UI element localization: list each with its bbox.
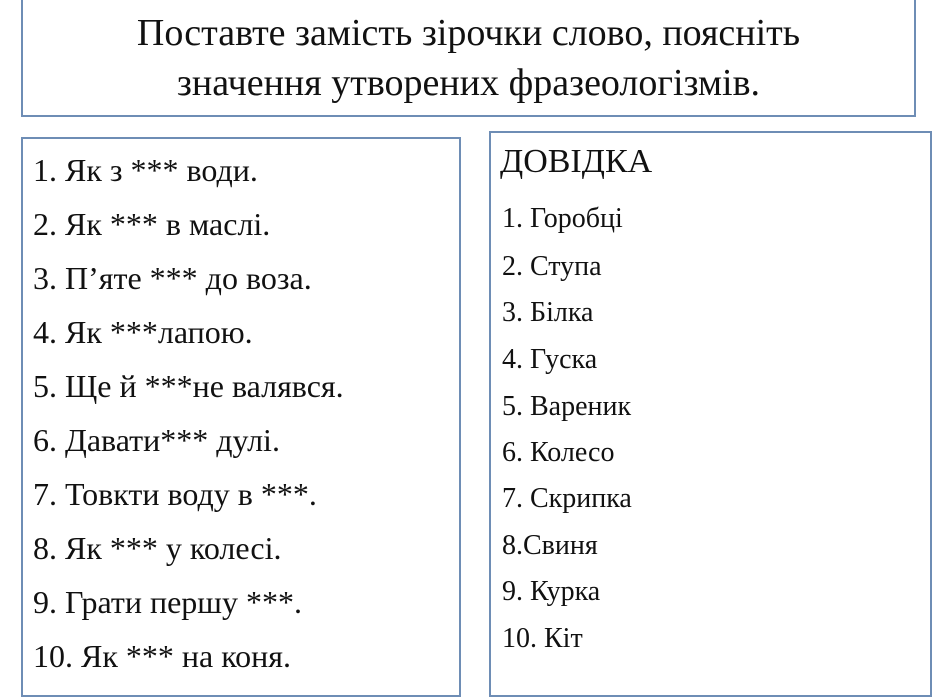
- task-item-1: 1. Як з *** води.: [33, 152, 258, 188]
- instruction-box: [21, 0, 916, 117]
- reference-item-9: 9. Курка: [502, 576, 601, 607]
- task-item-6: 6. Давати*** дулі.: [33, 422, 280, 458]
- task-item-9: 9. Грати першу ***.: [33, 584, 302, 620]
- task-item-2: 2. Як *** в маслі.: [33, 206, 271, 242]
- task-item-3: 3. П’яте *** до воза.: [33, 260, 312, 296]
- instruction-line-2: значення утворених фразеологізмів.: [176, 62, 761, 104]
- task-item-8: 8. Як *** у колесі.: [33, 530, 282, 566]
- reference-item-5: 5. Вареник: [502, 391, 632, 422]
- reference-item-1: 1. Горобці: [502, 203, 623, 234]
- reference-box: [489, 131, 932, 697]
- instruction-line-1: Поставте замість зірочки слово, поясніть: [136, 12, 801, 54]
- task-item-10: 10. Як *** на коня.: [33, 638, 291, 674]
- task-item-7: 7. Товкти воду в ***.: [33, 476, 317, 512]
- reference-item-8: 8.Свиня: [502, 530, 598, 561]
- task-item-5: 5. Ще й ***не валявся.: [33, 368, 344, 404]
- tasks-box: [21, 137, 461, 697]
- reference-item-7: 7. Скрипка: [502, 483, 632, 514]
- reference-item-3: 3. Білка: [502, 297, 594, 328]
- reference-item-10: 10. Кіт: [502, 623, 583, 654]
- reference-item-6: 6. Колесо: [502, 437, 615, 468]
- reference-item-4: 4. Гуска: [502, 344, 598, 375]
- task-item-4: 4. Як ***лапою.: [33, 314, 253, 350]
- reference-heading: ДОВІДКА: [500, 143, 653, 180]
- reference-item-2: 2. Ступа: [502, 251, 602, 282]
